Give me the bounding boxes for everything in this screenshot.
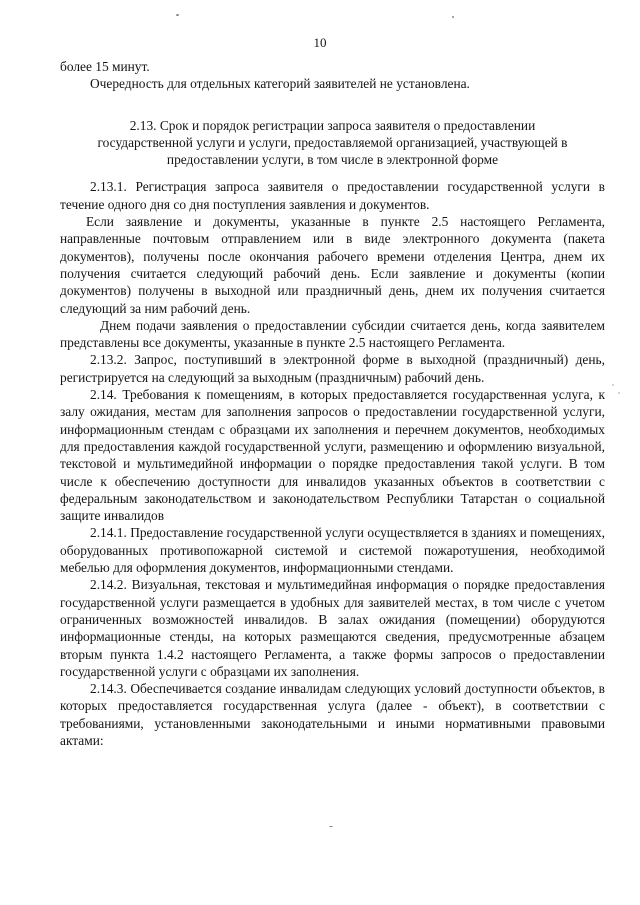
section-heading xyxy=(60,117,605,169)
scan-speck xyxy=(618,392,620,394)
scan-speck xyxy=(452,16,454,18)
section-heading-line-1: 2.13. Срок и порядок регистрации запроса заявителя о предоставлении xyxy=(129,117,536,133)
document-body xyxy=(60,58,605,749)
section-heading-line-2: государственной услуги и услуги, предоставляемой организацией, участвующей в xyxy=(97,134,568,150)
paragraph-2-14: 2.14. Требования к помещениям, в которых предоставляется государственная услуга, к залу ожидания, местам для заполнения запросов о предоставлении государственной услуги, информационным стендам с образцами их заполнения и перечнем документов, необходимых для предоставления каждой государственной услуги, размещению и оформлению визуальной, текстовой и мультимедийной информации о порядке предоставления такой услуги. В том числе к обеспечению доступности для инвалидов указанных объектов в соответствии с федеральным законодательством и законодательством Республики Татарстан о социальной защите инвалидов xyxy=(60,387,605,524)
spacer xyxy=(60,168,605,178)
paragraph-2-14-2: 2.14.2. Визуальная, текстовая и мультимедийная информация о порядке предоставления государственной услуги размещается в удобных для заявителей местах, в том числе с учетом ограниченных возможностей инвалидов. В залах ожидания (помещении) оборудуются информационные стенды, на которых размещаются сведения, предусмотренные абзацем вторым пункта 1.4.2 настоящего Регламента, а также формы запросов о предоставлении государственной услуги с образцами их заполнения. xyxy=(60,577,605,679)
spacer xyxy=(60,93,605,117)
intro-line-1: более 15 минут. xyxy=(60,59,150,74)
paragraph-documents-receipt: Если заявление и документы, указанные в пункте 2.5 настоящего Регламента, направленные почтовым отправлением или в виде электронного документа (пакета документов), получены после окончания рабочего времени отделения Центра, днем их получения считается следующий рабочий день. Если заявление и документы (копии документов) получены в выходной или праздничный день, днем их получения считается следующий за ним рабочий день. xyxy=(60,214,605,316)
paragraph-2-14-3: 2.14.3. Обеспечивается создание инвалидам следующих условий доступности объектов, в которых предоставляется государственная услуга (далее - объект), в соответствии с требованиями, установленными законодательными и иными нормативными правовыми актами: xyxy=(60,681,605,748)
scan-speck xyxy=(329,826,333,827)
scan-speck xyxy=(176,14,179,16)
paragraph-2-13-2: 2.13.2. Запрос, поступивший в электронной форме в выходной (праздничный) день, регистрируется на следующий за выходным (праздничным) рабочий день. xyxy=(60,352,605,385)
paragraph-subsidy-date: Днем подачи заявления о предоставлении субсидии считается день, когда заявителем представлены все документы, указанные в пункте 2.5 настоящего Регламента. xyxy=(60,317,605,351)
section-heading-line-3: предоставлении услуги, в том числе в электронной форме xyxy=(166,152,499,168)
scan-speck xyxy=(612,384,614,386)
page-number: 10 xyxy=(313,35,327,50)
paragraph-2-14-1: 2.14.1. Предоставление государственной услуги осуществляется в зданиях и помещениях, оборудованных противопожарной системой и системой пожаротушения, необходимой мебелью для оформления документов, информационными стендами. xyxy=(60,525,605,576)
paragraph-2-13-1: 2.13.1. Регистрация запроса заявителя о предоставлении государственной услуги в течение одного дня со дня поступления заявления и документов. xyxy=(60,179,605,212)
intro-line-2: Очередность для отдельных категорий заявителей не установлена. xyxy=(90,76,470,92)
